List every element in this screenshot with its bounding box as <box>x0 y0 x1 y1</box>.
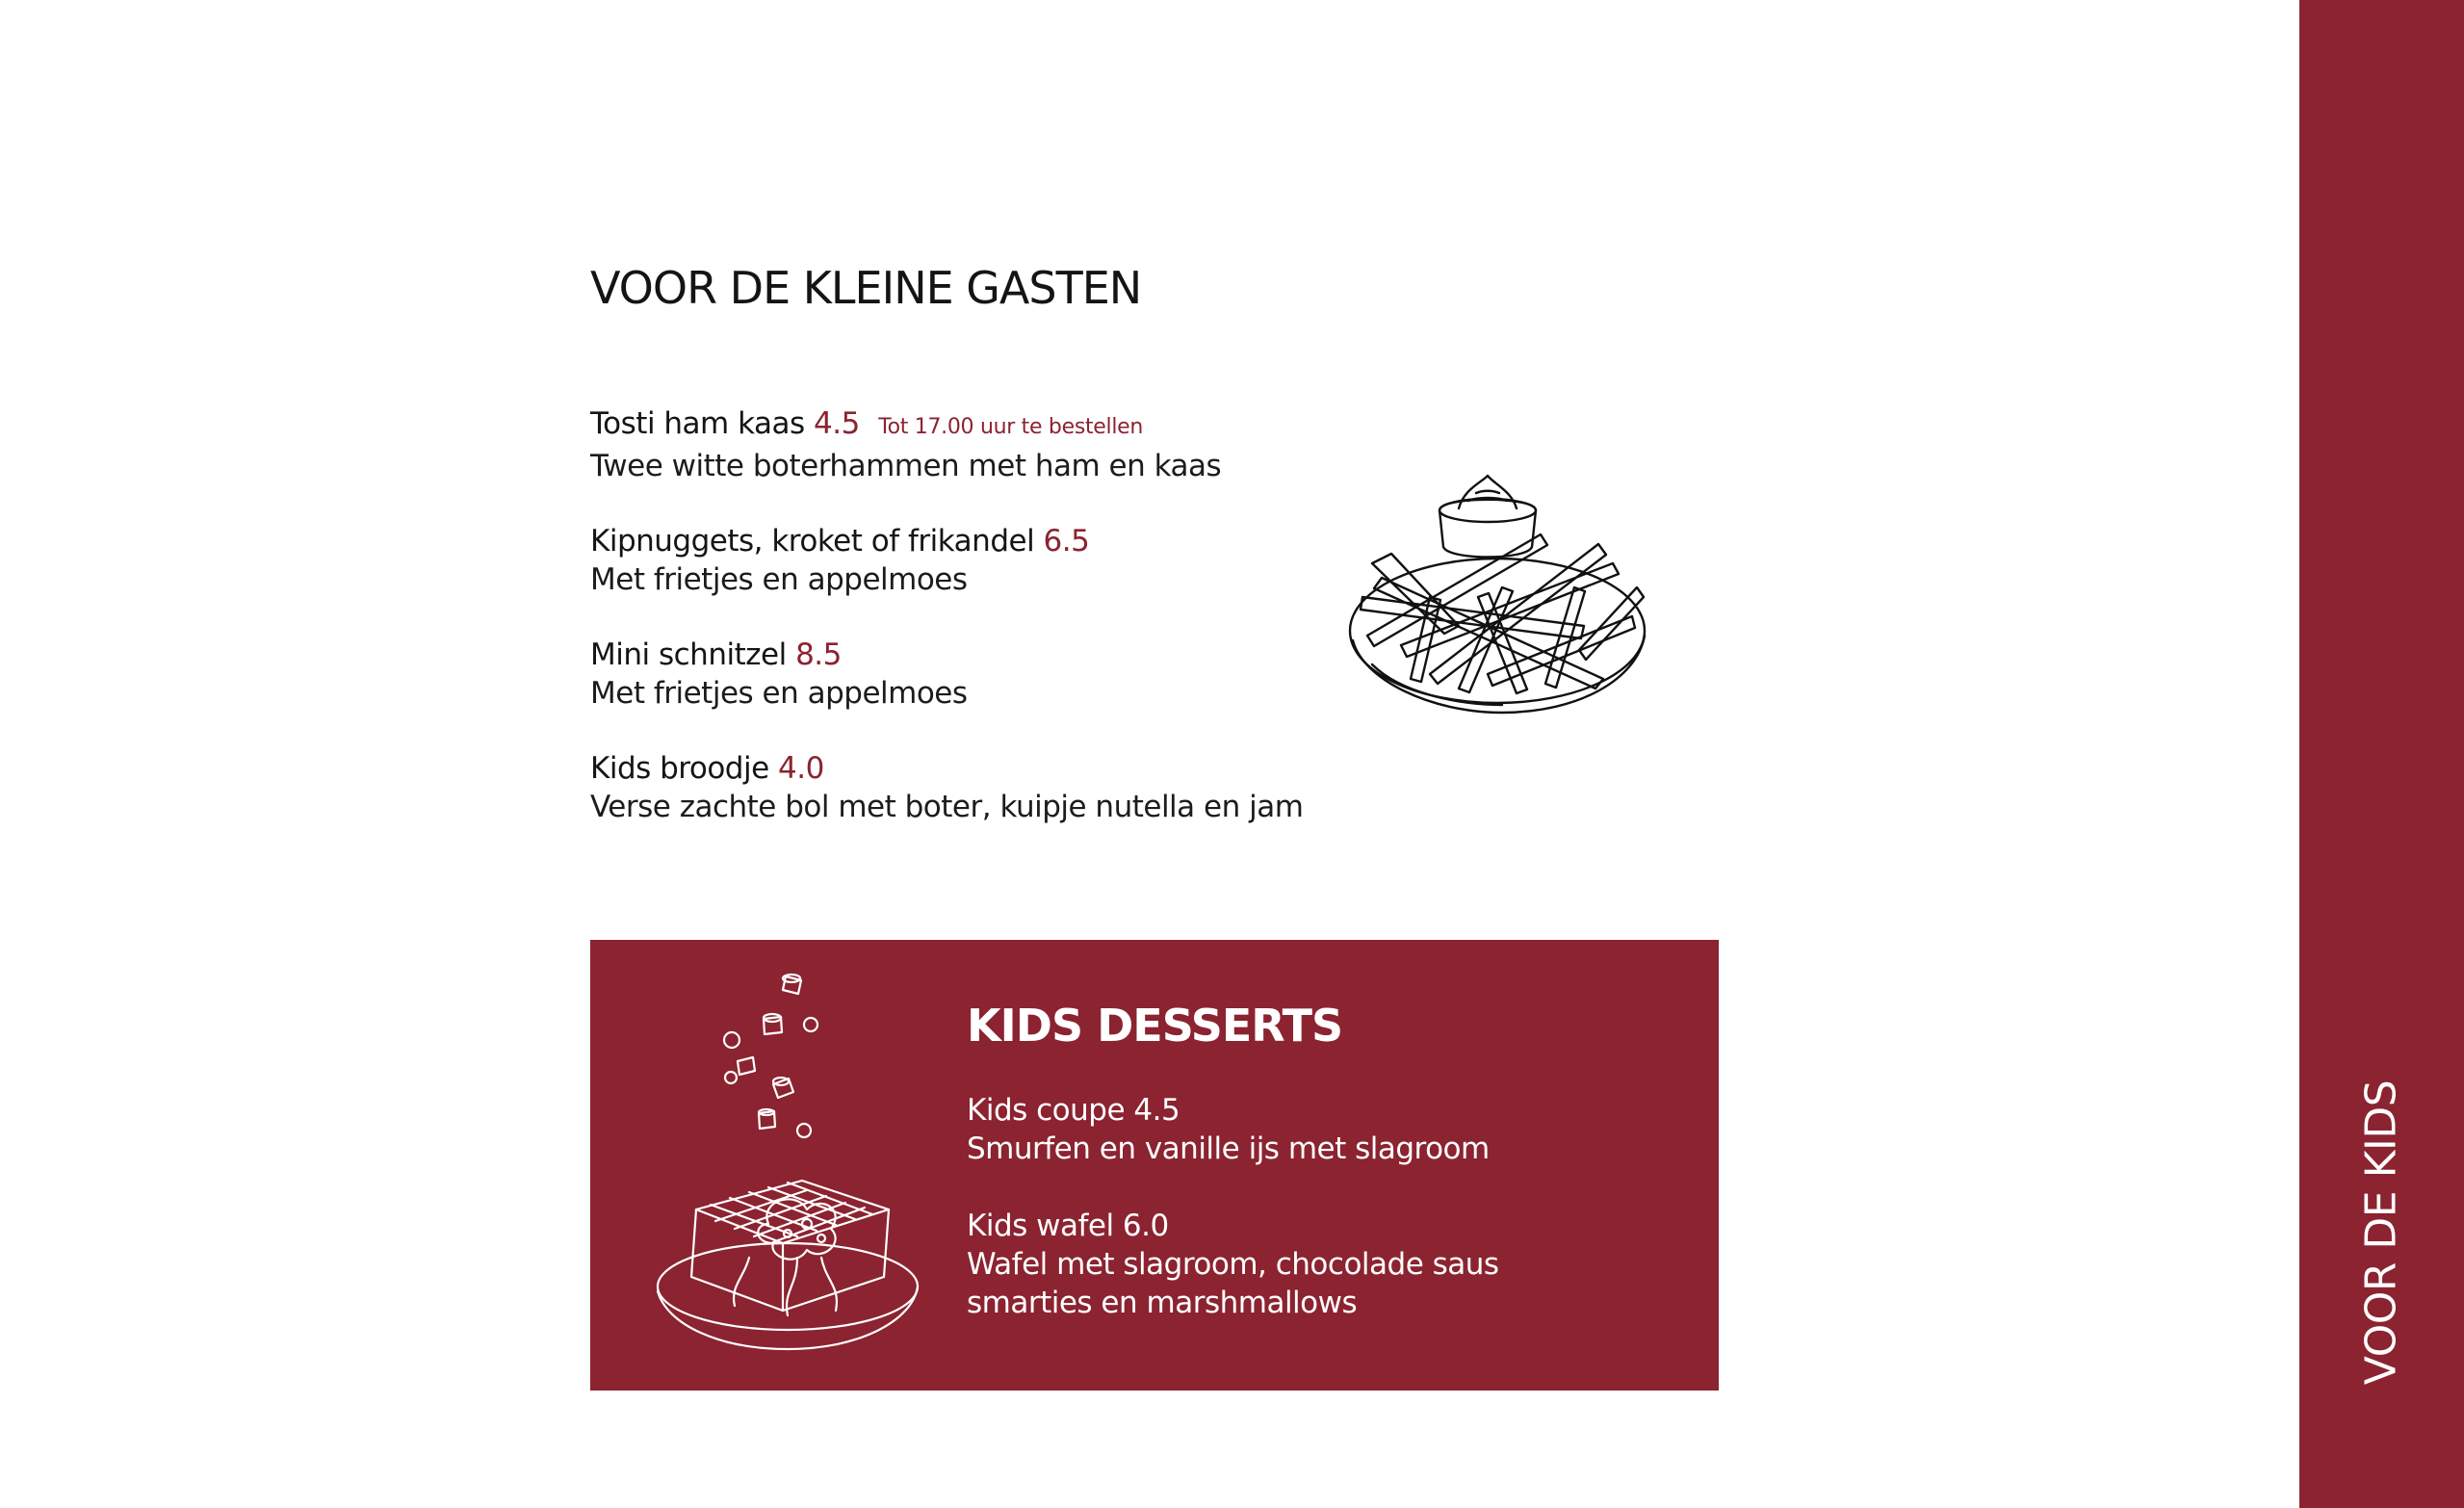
dessert-item-heading: Kids wafel 6.0 <box>967 1209 1169 1243</box>
dessert-item-description-continued: smarties en marshmallows <box>967 1286 1358 1320</box>
menu-item-name: Kipnuggets, kroket of frikandel <box>590 524 1035 559</box>
menu-item-name: Kids broodje <box>590 751 769 786</box>
menu-item-price: 4.5 <box>814 406 860 441</box>
menu-item-price: 4.0 <box>778 751 824 786</box>
menu-item-heading <box>590 636 1322 674</box>
menu-item-description: Met frietjes en appelmoes <box>590 562 968 597</box>
section-title: VOOR DE KLEINE GASTEN <box>590 262 1142 314</box>
menu-item-name: Tosti ham kaas <box>590 406 805 441</box>
menu-item-kipnuggets <box>590 522 1322 599</box>
menu-item-schnitzel <box>590 636 1322 713</box>
dessert-list <box>967 1091 1660 1361</box>
menu-item-heading <box>590 749 1322 788</box>
menu-item-heading <box>590 404 1322 447</box>
dessert-item-coupe <box>967 1091 1660 1168</box>
dessert-item-description: Smurfen en vanille ijs met slagroom <box>967 1131 1490 1166</box>
menu-item-broodje <box>590 749 1322 826</box>
side-tab-label: VOOR DE KIDS <box>2356 1079 2406 1386</box>
kids-desserts-panel <box>590 940 1719 1391</box>
menu-item-price: 8.5 <box>795 637 842 672</box>
side-tab <box>2299 0 2464 1508</box>
menu-item-tosti <box>590 404 1322 485</box>
fries-with-dip-illustration <box>1343 472 1651 717</box>
menu-item-description: Twee witte boterhammen met ham en kaas <box>590 449 1222 483</box>
dessert-item-wafel <box>967 1207 1660 1322</box>
menu-item-description: Verse zachte bol met boter, kuipje nutella en jam <box>590 790 1304 824</box>
menu-item-price: 6.5 <box>1043 524 1090 559</box>
waffle-with-marshmallows-illustration <box>653 969 922 1373</box>
kids-desserts-title: KIDS DESSERTS <box>967 1000 1343 1052</box>
dessert-item-heading: Kids coupe 4.5 <box>967 1093 1180 1128</box>
menu-item-name: Mini schnitzel <box>590 637 787 672</box>
dessert-item-description: Wafel met slagroom, chocolade saus <box>967 1247 1499 1282</box>
menu-item-description: Met frietjes en appelmoes <box>590 676 968 711</box>
kids-menu-list <box>590 404 1322 863</box>
menu-item-note: Tot 17.00 uur te bestellen <box>878 415 1144 439</box>
menu-item-heading <box>590 522 1322 560</box>
